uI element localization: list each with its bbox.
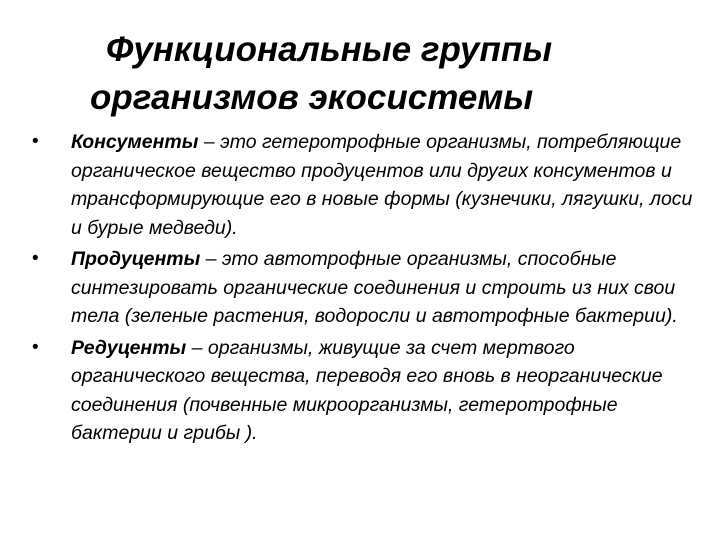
list-item-decomposers <box>30 334 695 448</box>
description-decomposers: – организмы, живущие за счет мертвого органического вещества, переводя его вновь в неорганические соединения (почвенные микроорганизмы, гетеротрофные бактерии и грибы ). <box>71 336 663 444</box>
bullet-icon: • <box>32 248 39 269</box>
bullet-icon: • <box>32 336 39 358</box>
definition-list <box>30 128 695 451</box>
description-producers: – это автотрофные организмы, способные синтезировать органические соединения и строить из них свои тела (зеленые растения, водоросли и автотрофные бактерии). <box>71 248 678 327</box>
slide-title <box>90 26 650 122</box>
term-producers: Продуценты <box>71 248 201 270</box>
title-line-1: Функциональные группы <box>106 30 553 69</box>
description-consumers: – это гетеротрофные организмы, потребляющие органическое вещество продуцентов или других консументов и трансформирующие его в новые формы (кузнечики, лягушки, лоси и бурые медведи). <box>71 131 693 239</box>
term-decomposers: Редуценты <box>71 336 187 359</box>
list-item-producers <box>30 245 695 331</box>
bullet-icon: • <box>32 131 39 152</box>
list-item-consumers <box>30 128 695 242</box>
term-consumers: Консументы <box>71 131 199 153</box>
title-line-2: организмов экосистемы <box>90 78 534 117</box>
